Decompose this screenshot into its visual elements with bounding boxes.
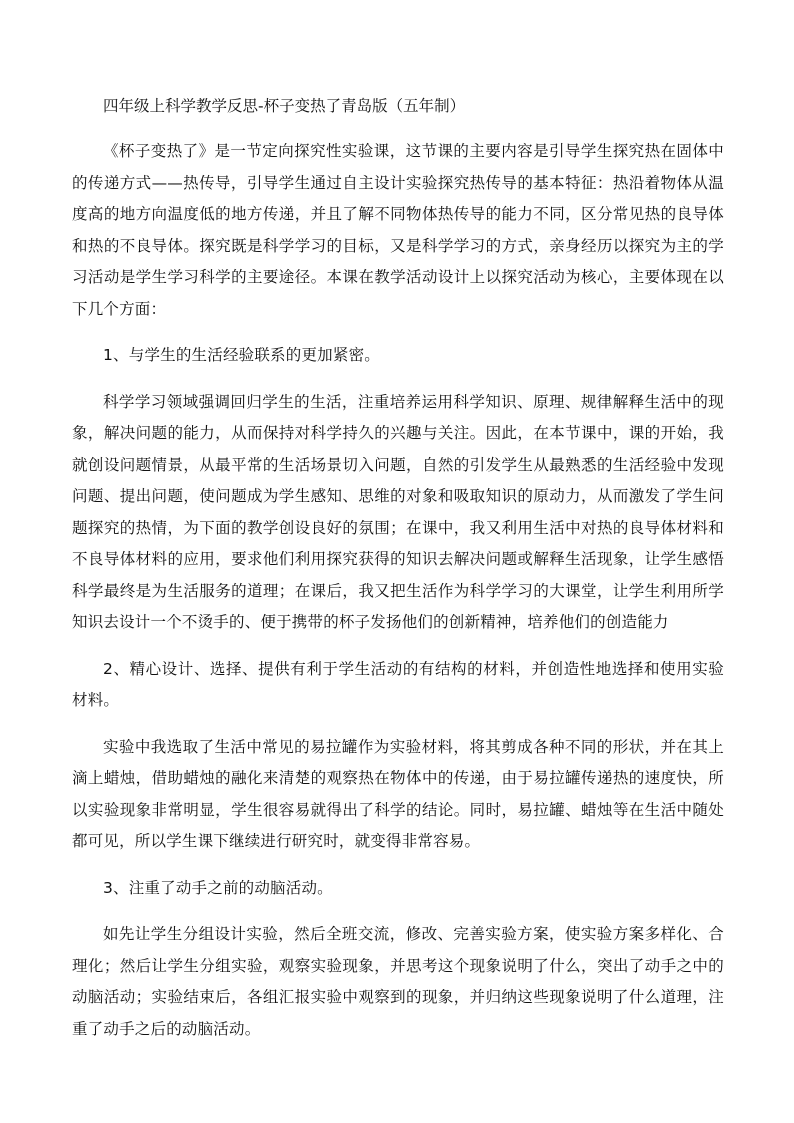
document-page: [72, 90, 724, 1060]
point-2-paragraph: 实验中我选取了生活中常见的易拉罐作为实验材料，将其剪成各种不同的形状，并在其上滴上蜡烛，借助蜡烛的融化来清楚的观察热在物体中的传递，由于易拉罐传递热的速度快，所以实验现象非常明显，学生很容易就得出了科学的结论。同时，易拉罐、蜡烛等在生活中随处都可见，所以学生课下继续进行研究时，就变得非常容易。: [72, 737, 724, 850]
intro-paragraph: 《杯子变热了》是一节定向探究性实验课，这节课的主要内容是引导学生探究热在固体中的传递方式——热传导，引导学生通过自主设计实验探究热传导的基本特征：热沿着物体从温度高的地方向温度低的地方传递，并且了解不同物体热传导的能力不同，区分常见热的良导体和热的不良导体。探究既是科学学习的目标，又是科学学习的方式，亲身经历以探究为主的学习活动是学生学习科学的主要途径。本课在教学活动设计上以探究活动为核心，主要体现在以下几个方面：: [72, 142, 724, 318]
document-title: 四年级上科学教学反思-杯子变热了青岛版（五年制）: [103, 97, 466, 115]
point-1-heading: 1、与学生的生活经验联系的更加紧密。: [103, 346, 380, 364]
point-1-paragraph: 科学学习领域强调回归学生的生活，注重培养运用科学知识、原理、规律解释生活中的现象，解决问题的能力，从而保持对科学持久的兴趣与关注。因此，在本节课中，课的开始，我就创设问题情景，从最平常的生活场景切入问题，自然的引发学生从最熟悉的生活经验中发现问题、提出问题，使问题成为学生感知、思维的对象和吸取知识的原动力，从而激发了学生问题探究的热情，为下面的教学创设良好的氛围；在课中，我又利用生活中对热的良导体材料和不良导体材料的应用，要求他们利用探究获得的知识去解决问题或解释生活现象，让学生感悟科学最终是为生活服务的道理；在课后，我又把生活作为科学学习的大课堂，让学生利用所学知识去设计一个不烫手的、便于携带的杯子发扬他们的创新精神，培养他们的创造能力: [72, 392, 724, 631]
point-2-heading: 2、精心设计、选择、提供有利于学生活动的有结构的材料，并创造性地选择和使用实验材料。: [72, 659, 724, 709]
point-3-heading: 3、注重了动手之前的动脑活动。: [103, 878, 333, 897]
point-3-paragraph: 如先让学生分组设计实验，然后全班交流，修改、完善实验方案，使实验方案多样化、合理化；然后让学生分组实验，观察实验现象，并思考这个现象说明了什么，突出了动手之中的动脑活动；实验结束后，各组汇报实验中观察到的现象，并归纳这些现象说明了什么道理，注重了动手之后的动脑活动。: [72, 925, 724, 1038]
